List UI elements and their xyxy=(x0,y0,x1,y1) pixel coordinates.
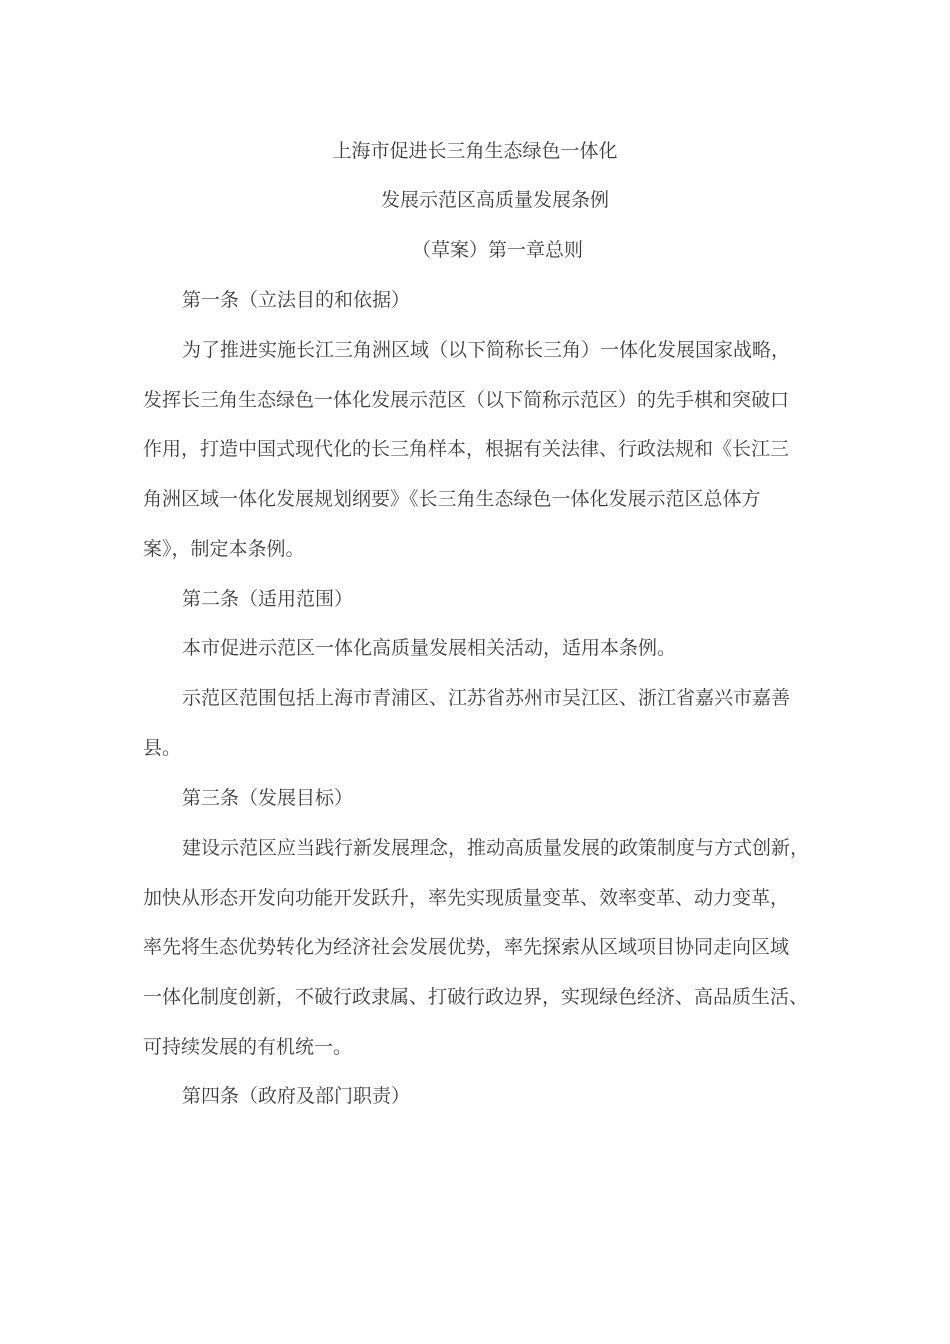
article-3-text-line: 率先将生态优势转化为经济社会发展优势，率先探索从区域项目协同走向区域 xyxy=(143,936,790,958)
document-title-line-1: 上海市促进长三角生态绿色一体化 xyxy=(332,140,618,162)
article-2-text-line: 示范区范围包括上海市青浦区、江苏省苏州市吴江区、浙江省嘉兴市嘉善 xyxy=(182,687,791,709)
article-1-text-line: 发挥长三角生态绿色一体化发展示范区（以下简称示范区）的先手棋和突破口 xyxy=(143,389,790,411)
article-1-text-line: 案》，制定本条例。 xyxy=(143,538,305,560)
article-3-text-line: 一体化制度创新，不破行政隶属、打破行政边界，实现绿色经济、高品质生活、 xyxy=(143,986,809,1008)
article-3-text-line: 可持续发展的有机统一。 xyxy=(143,1036,353,1058)
article-4-heading: 第四条（政府及部门职责） xyxy=(182,1085,411,1107)
article-3-text-line: 加快从形态开发向功能开发跃升，率先实现质量变革、效率变革、动力变革， xyxy=(143,887,790,909)
article-1-heading: 第一条（立法目的和依据） xyxy=(182,289,411,311)
document-title-line-2: 发展示范区高质量发展条例 xyxy=(380,189,609,211)
article-1-text-line: 角洲区域一体化发展规划纲要》《长三角生态绿色一体化发展示范区总体方 xyxy=(143,488,761,510)
article-2-text-line: 县。 xyxy=(143,737,182,759)
article-2-heading: 第二条（适用范围） xyxy=(182,588,354,610)
article-3-text-line: 建设示范区应当践行新发展理念，推动高质量发展的政策制度与方式创新， xyxy=(182,837,810,859)
article-1-text-line: 为了推进实施长江三角洲区域（以下简称长三角）一体化发展国家战略， xyxy=(182,339,791,361)
article-1-text-line: 作用，打造中国式现代化的长三角样本，根据有关法律、行政法规和《长江三 xyxy=(143,438,790,460)
document-title-line-3: （草案）第一章总则 xyxy=(411,239,583,261)
article-3-heading: 第三条（发展目标） xyxy=(182,787,354,809)
article-2-paragraph-1: 本市促进示范区一体化高质量发展相关活动，适用本条例。 xyxy=(182,637,677,659)
